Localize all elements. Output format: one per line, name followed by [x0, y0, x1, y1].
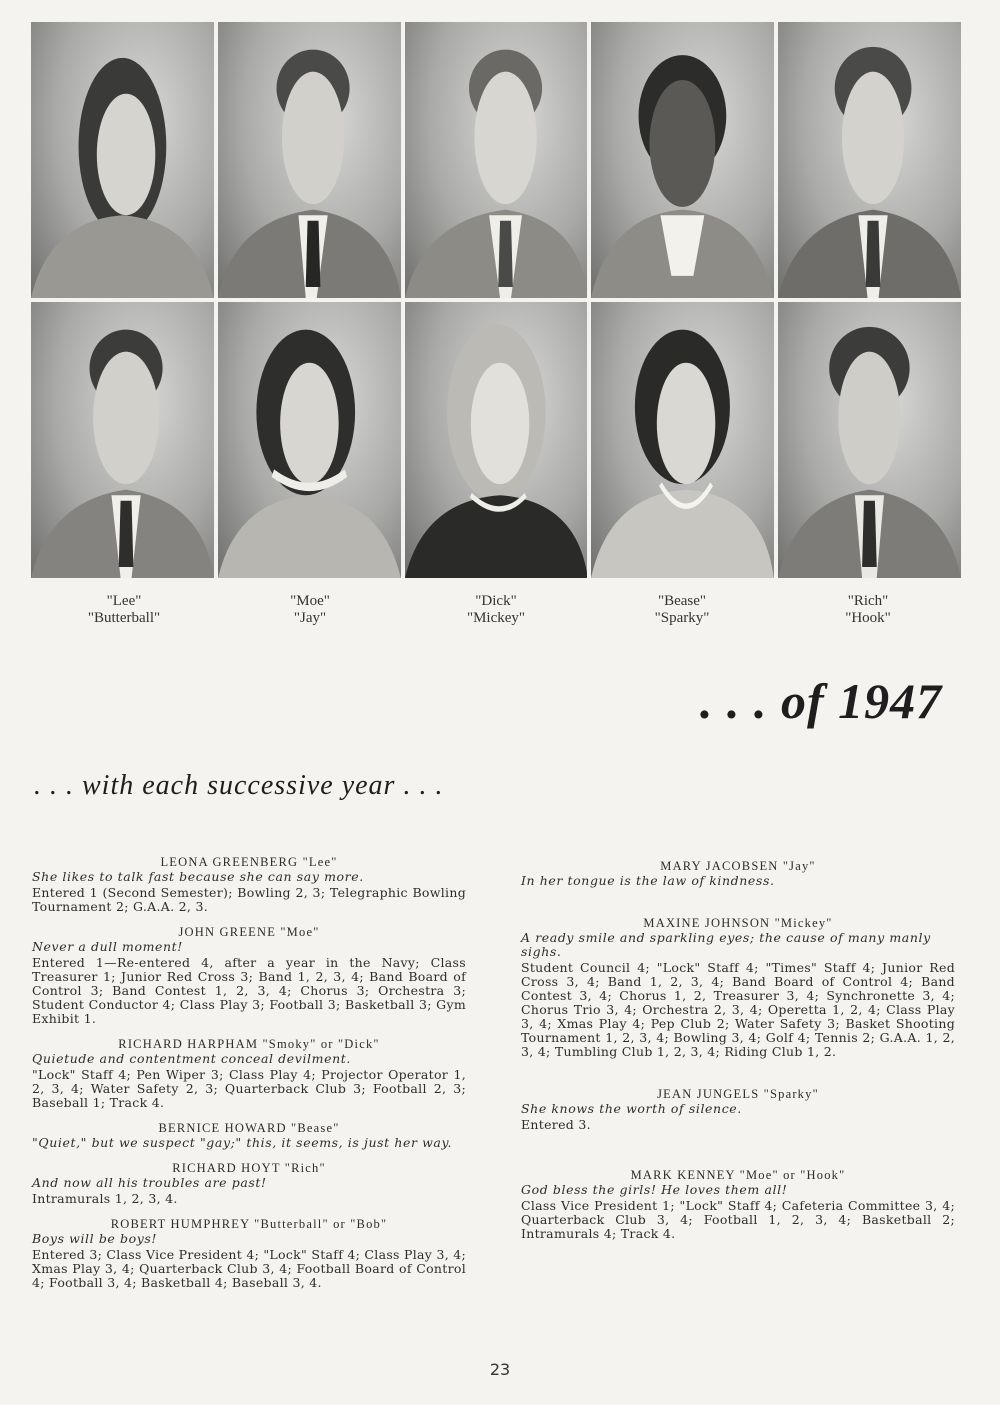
senior-activities: Intramurals 1, 2, 3, 4. — [32, 1191, 178, 1206]
senior-entry — [521, 1087, 955, 1132]
senior-quote: In her tongue is the law of kindness. — [521, 873, 775, 888]
senior-quote: Boys will be boys! — [32, 1231, 158, 1246]
senior-activities: Student Council 4; "Lock" Staff 4; "Times" Staff 4; Junior Red Cross 3, 4; Band 1, 2, 3, 4; Band Board of Control 4; Band Contest 3, 4; Chorus 1, 2, Treasurer 3, 4; Synchronette 3, 4; Chorus Trio 3, 4; Orchestra 2, 3, 4; Operetta 1, 2, 4; Class Play 3, 4; Xmas Play 4; Pep Club 2; Water Safety 3; Basket Shooting Tournament 1, 2, 3, 4; Bowling 3, 4; Golf 4; Tennis 2; G.A.A. 1, 2, 3, 4; Tumbling Club 1, 2, 3, 4; Riding Club 1, 2. — [521, 960, 955, 1059]
senior-quote: And now all his troubles are past! — [32, 1175, 267, 1190]
senior-quote: A ready smile and sparkling eyes; the cause of many manly sighs. — [521, 930, 931, 959]
senior-name: JOHN GREENE "Moe" — [178, 925, 320, 939]
portrait-photo — [405, 302, 588, 578]
senior-name: MAXINE JOHNSON "Mickey" — [643, 916, 833, 930]
senior-name: MARK KENNEY "Moe" or "Hook" — [630, 1168, 846, 1182]
nickname-bottom: "Hook" — [845, 610, 891, 626]
portrait-photo — [778, 22, 961, 298]
portrait-photo — [218, 302, 401, 578]
nickname-captions — [31, 593, 961, 627]
portrait-photo — [218, 22, 401, 298]
senior-entry — [32, 1037, 466, 1110]
nickname-caption — [31, 593, 217, 627]
senior-name: LEONA GREENBERG "Lee" — [160, 855, 338, 869]
nickname-top: "Moe" — [290, 593, 330, 609]
nickname-caption — [775, 593, 961, 627]
nickname-bottom: "Mickey" — [466, 610, 526, 626]
senior-entry — [32, 1217, 466, 1290]
portrait-photo — [778, 302, 961, 578]
senior-activities: Entered 3. — [521, 1117, 591, 1132]
portrait-photo — [591, 302, 774, 578]
senior-entry — [521, 1168, 955, 1241]
senior-activities: Entered 1—Re-entered 4, after a year in the Navy; Class Treasurer 1; Junior Red Cross 3; Band 1, 2, 3, 4; Band Board of Control 3; Band Contest 1, 2, 3, 4; Chorus 3; Orchestra 3; Student Conductor 4; Class Play 3; Football 3; Basketball 3; Gym Exhibit 1. — [32, 955, 466, 1026]
nickname-bottom: "Jay" — [293, 610, 327, 626]
senior-name: ROBERT HUMPHREY "Butterball" or "Bob" — [110, 1217, 388, 1231]
portrait-photo — [31, 22, 214, 298]
senior-entry — [32, 1161, 466, 1206]
senior-activities: Entered 1 (Second Semester); Bowling 2, 3; Telegraphic Bowling Tournament 2; G.A.A. 2, 3. — [32, 885, 466, 914]
page-number: 23 — [489, 1360, 511, 1379]
nickname-top: "Bease" — [657, 593, 707, 609]
senior-name: MARY JACOBSEN "Jay" — [660, 859, 816, 873]
portrait-grid — [31, 22, 961, 578]
right-bio-column — [521, 855, 955, 1252]
senior-activities: "Lock" Staff 4; Pen Wiper 3; Class Play 4; Projector Operator 1, 2, 3, 4; Water Safety 2, 3; Quarterback Club 3; Football 2, 3; Baseball 1; Track 4. — [32, 1067, 466, 1110]
portrait-photo — [405, 22, 588, 298]
senior-quote: "Quiet," but we suspect "gay;" this, it seems, is just her way. — [32, 1135, 453, 1150]
nickname-caption — [403, 593, 589, 627]
nickname-caption — [217, 593, 403, 627]
senior-activities: Entered 3; Class Vice President 4; "Lock" Staff 4; Class Play 3, 4; Xmas Play 3, 4; Quarterback Club 3, 4; Football Board of Control 4; Football 3, 4; Basketball 4; Baseball 3, 4. — [32, 1247, 467, 1290]
portrait-photo — [591, 22, 774, 298]
tagline: . . . with each successive year . . . — [34, 770, 444, 801]
nickname-caption — [589, 593, 775, 627]
senior-quote: God bless the girls! He loves them all! — [521, 1182, 788, 1197]
senior-entry — [32, 855, 466, 914]
senior-entry — [521, 916, 955, 1059]
senior-entry — [521, 859, 955, 888]
senior-name: JEAN JUNGELS "Sparky" — [657, 1087, 819, 1101]
senior-entry — [32, 925, 466, 1026]
nickname-top: "Lee" — [106, 593, 142, 609]
nickname-bottom: "Sparky" — [654, 610, 710, 626]
nickname-bottom: "Butterball" — [87, 610, 161, 626]
senior-entry — [32, 1121, 466, 1150]
senior-quote: She knows the worth of silence. — [521, 1101, 742, 1116]
senior-name: RICHARD HOYT "Rich" — [172, 1161, 326, 1175]
senior-quote: Quietude and contentment conceal devilment. — [32, 1051, 351, 1066]
portrait-photo — [31, 302, 214, 578]
class-year-title: . . . of 1947 — [700, 673, 943, 729]
left-bio-column — [32, 855, 466, 1301]
senior-name: BERNICE HOWARD "Bease" — [158, 1121, 340, 1135]
senior-activities: Class Vice President 1; "Lock" Staff 4; Cafeteria Committee 3, 4; Quarterback Club 3, 4; Football 1, 2, 3, 4; Basketball 2; Intramurals 4; Track 4. — [521, 1198, 955, 1241]
nickname-top: "Rich" — [847, 593, 889, 609]
senior-name: RICHARD HARPHAM "Smoky" or "Dick" — [118, 1037, 380, 1051]
senior-quote: She likes to talk fast because she can say more. — [32, 869, 364, 884]
senior-quote: Never a dull moment! — [32, 939, 183, 954]
nickname-top: "Dick" — [475, 593, 517, 609]
